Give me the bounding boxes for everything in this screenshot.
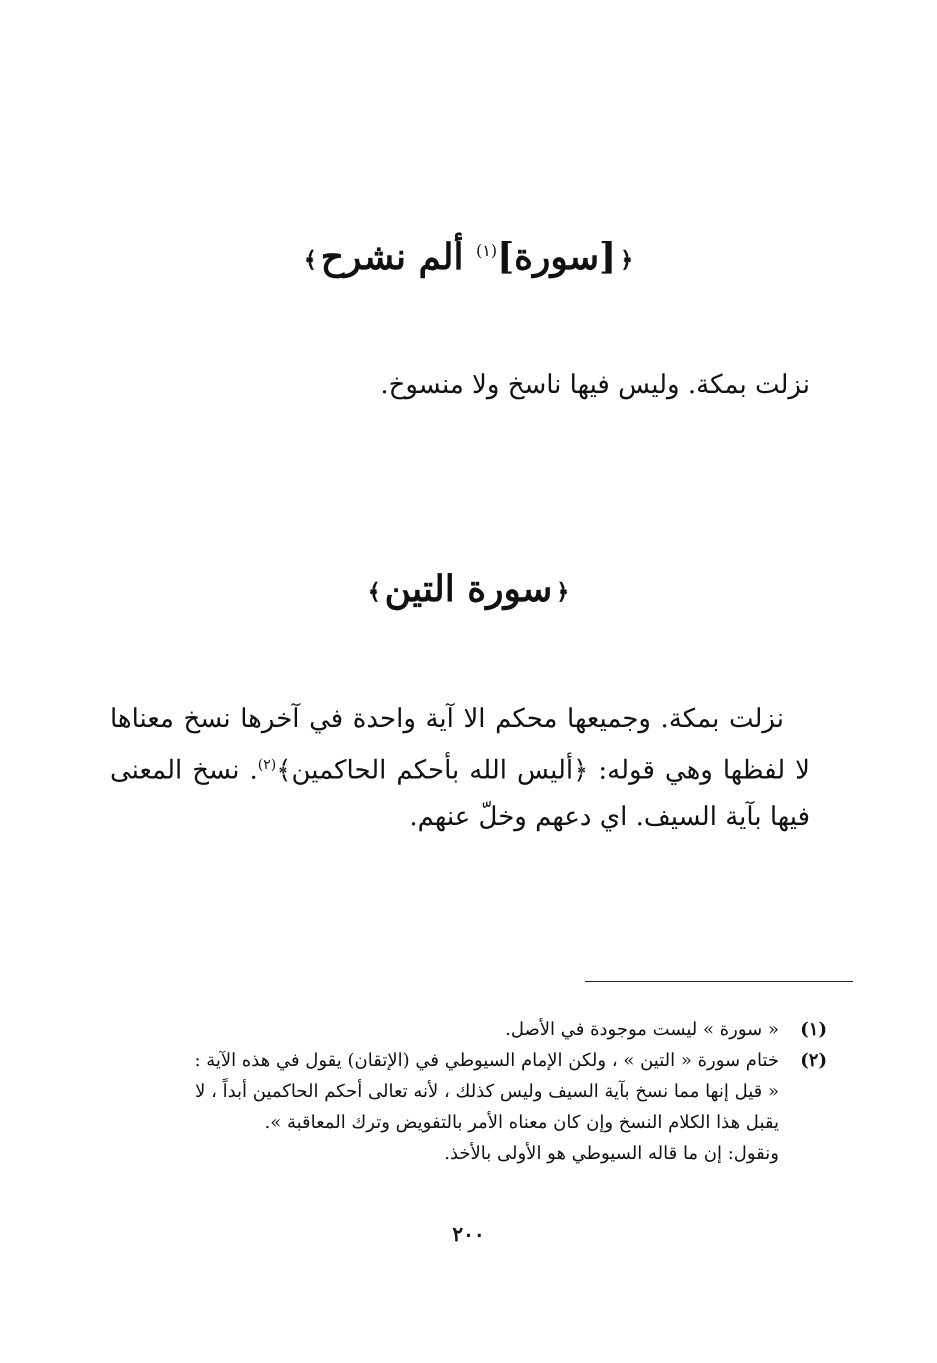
ornate-bracket-close: ﴾ <box>367 579 381 605</box>
footnote-number: (١) <box>800 1019 827 1040</box>
heading-text: [سورة] <box>497 236 617 278</box>
footnotes <box>127 1014 827 1169</box>
footnote-number: (٢) <box>800 1050 827 1071</box>
footnote-line: يقبل هذا الكلام النسخ وإن كان معناه الأمر بالتفويض وترك المعاقبة ». <box>264 1112 779 1133</box>
surah-heading-alam-nashrah <box>0 236 937 278</box>
heading-text: سورة التين <box>384 568 553 610</box>
footnote-ref: (١) <box>476 241 498 260</box>
footnote-2 <box>127 1045 827 1169</box>
ornate-bracket-close: ﴾ <box>303 247 317 273</box>
page-number: ٢٠٠ <box>452 1222 485 1246</box>
footnote-line: « قيل إنها مما نسخ بآية السيف وليس كذلك ، لأنه تعالى أحكم الحاكمين أبداً ، لا <box>195 1081 779 1102</box>
footnote-line: ختام سورة « التين » ، ولكن الإمام السيوطي في (الإتقان) يقول في هذه الآية : <box>194 1050 779 1071</box>
ornate-bracket-open: ﴿ <box>620 247 634 273</box>
footnote-line: « سورة » ليست موجودة في الأصل. <box>505 1019 779 1040</box>
paragraph-al-tin <box>110 696 810 840</box>
surah-heading-al-tin <box>0 568 937 610</box>
footnote-body <box>127 1045 779 1169</box>
footnote-ref: (٢) <box>257 757 277 773</box>
paragraph-text-cont: . نسخ المعنى فيها بآية السيف. اي دعهم وخلّ عنهم. <box>110 755 810 832</box>
footnote-body <box>127 1014 779 1045</box>
ornate-bracket-open: ﴿ <box>556 579 570 605</box>
heading-text-2: ألم نشرح <box>320 236 464 278</box>
paragraph-alam-nashrah: نزلت بمكة. وليس فيها ناسخ ولا منسوخ. <box>380 370 810 400</box>
footnote-divider <box>585 981 853 982</box>
footnote-1 <box>127 1014 827 1045</box>
footnote-line: ونقول: إن ما قاله السيوطي هو الأولى بالأخذ. <box>444 1143 779 1164</box>
paragraph-text: نزلت بمكة. وجميعها محكم الا آية واحدة في آخرها نسخ معناها لا لفظها وهي قوله: ﴿أليس الله بأحكم الحاكمين﴾ <box>110 704 811 786</box>
